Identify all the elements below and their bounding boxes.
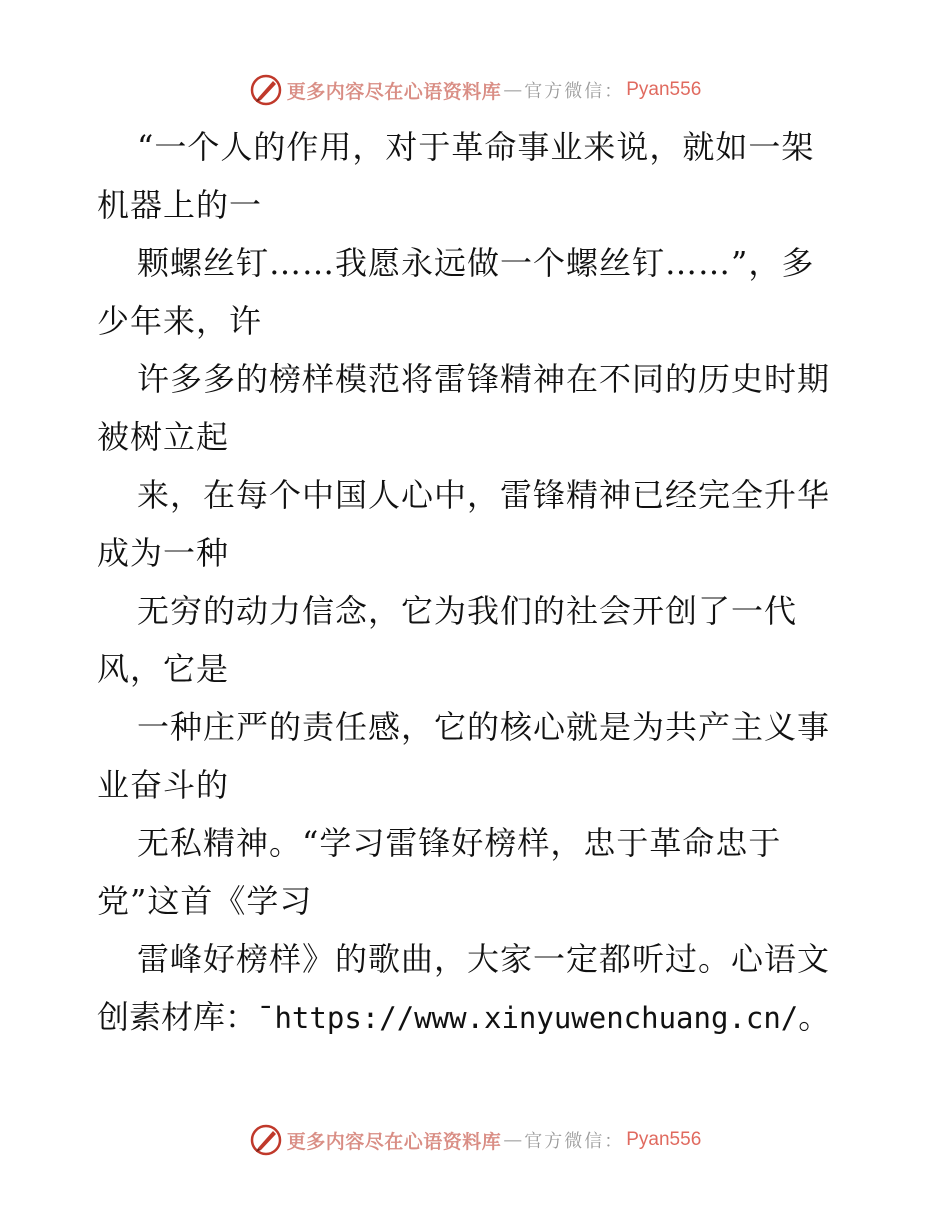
text-line: 党”这首《学习 <box>97 882 313 920</box>
text-line-url <box>97 988 857 1046</box>
header-wechat-label: 官方微信： <box>524 81 625 102</box>
url-suffix: 。 <box>798 998 831 1036</box>
url-prefix: 创素材库： <box>97 998 258 1036</box>
text-line: 颗螺丝钉……我愿永远做一个螺丝钉……”，多 <box>137 244 815 282</box>
text-line: 一种庄严的责任感，它的核心就是为共产主义事 <box>137 708 831 746</box>
text-line: 许多多的榜样模范将雷锋精神在不同的历史时期 <box>137 360 831 398</box>
footer-wechat-id: Pyan556 <box>626 1129 702 1150</box>
text-line: 风，它是 <box>97 650 230 688</box>
text-line: 业奋斗的 <box>97 766 230 804</box>
header-separator: — <box>503 79 523 101</box>
header-brand-text: 更多内容尽在心语资料库 <box>286 80 502 103</box>
footer-banner <box>0 1120 950 1160</box>
footer-brand-text: 更多内容尽在心语资料库 <box>286 1130 502 1153</box>
quill-pen-logo-icon <box>249 1123 283 1157</box>
text-line: 成为一种 <box>97 534 230 572</box>
text-line: 被树立起 <box>97 418 230 456</box>
document-body <box>97 118 857 1046</box>
footer-separator: — <box>503 1129 523 1151</box>
text-line: 无私精神。“学习雷锋好榜样，忠于革命忠于 <box>137 824 782 862</box>
website-link[interactable]: ¯https://www.xinyuwenchuang.cn/ <box>257 1001 799 1035</box>
text-line: 无穷的动力信念，它为我们的社会开创了一代 <box>137 592 798 630</box>
text-line: 雷峰好榜样》的歌曲，大家一定都听过。心语文 <box>137 940 831 978</box>
text-line: 来，在每个中国人心中，雷锋精神已经完全升华 <box>137 476 831 514</box>
text-line: “一个人的作用，对于革命事业来说，就如一架 <box>137 128 815 166</box>
header-wechat-id: Pyan556 <box>626 79 702 100</box>
text-line: 机器上的一 <box>97 186 263 224</box>
header-banner <box>0 70 950 110</box>
footer-wechat-label: 官方微信： <box>524 1131 625 1152</box>
text-line: 少年来，许 <box>97 302 263 340</box>
quill-pen-logo-icon <box>249 73 283 107</box>
